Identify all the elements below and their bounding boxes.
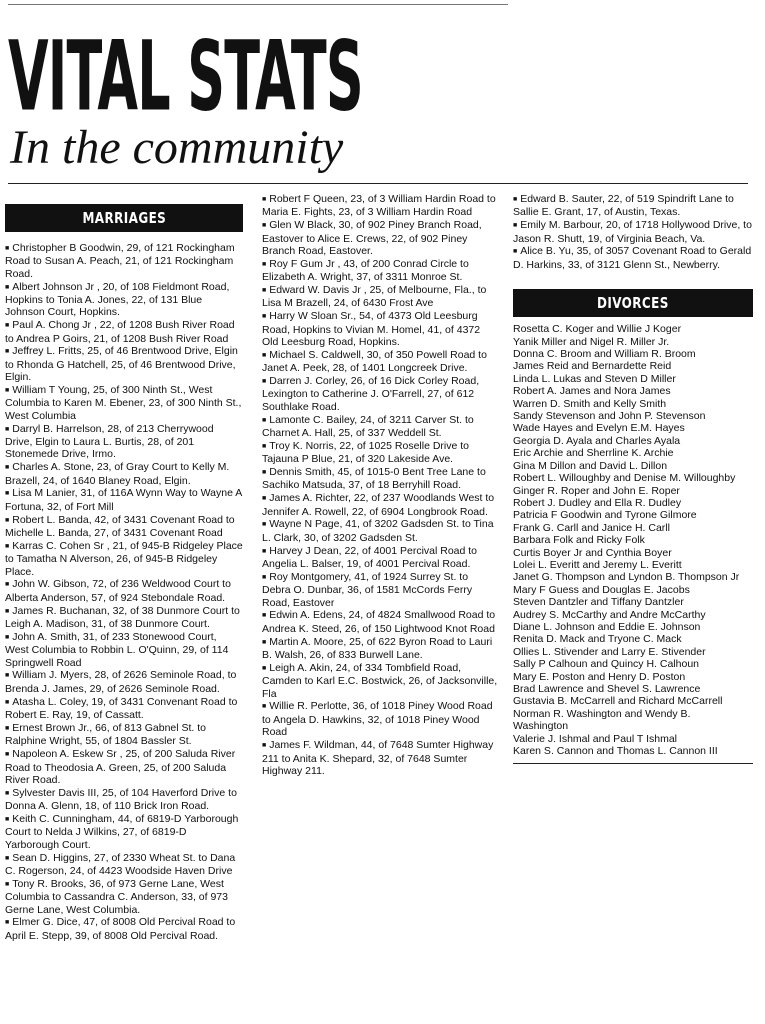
entry-text: Robert L. Willoughby and Denise M. Willoughby — [513, 472, 736, 485]
marriage-entry — [5, 319, 243, 345]
entry-text: Lolei L. Everitt and Jeremy L. Everitt — [513, 558, 682, 571]
divorce-entry — [513, 658, 753, 670]
entry-text: Ollies L. Stivender and Larry E. Stivender — [513, 645, 706, 658]
bullet-icon: ■ — [262, 638, 267, 646]
entry-text: Harvey J Dean, 22, of 4001 Percival Road to Angelia L. Balser, 19, of 4001 Percival Road. — [262, 544, 478, 571]
divorces-heading — [513, 289, 753, 317]
entry-text: Audrey S. McCarthy and Andre McCarthy — [513, 608, 706, 621]
marriages-heading — [5, 204, 243, 232]
bullet-icon: ■ — [5, 919, 10, 927]
entry-text: Harry W Sloan Sr., 54, of 4373 Old Leesburg Road, Hopkins to Vivian M. Homel, 41, of 4372 Old Leesburg Road, Hopkins. — [262, 310, 481, 349]
marriage-entry — [5, 242, 243, 280]
entry-text: John A. Smith, 31, of 233 Stonewood Court, West Columbia to Robbin L. O'Quinn, 29, of 114 Springwell Road — [5, 630, 229, 669]
marriage-entry — [262, 518, 498, 544]
entry-text: Frank G. Carll and Janice H. Carll — [513, 521, 670, 534]
entry-text: Wade Hayes and Evelyn E.M. Hayes — [513, 422, 685, 435]
entry-text: Robert F Queen, 23, of 3 William Hardin Road to Maria E. Fights, 23, of 3 William Hardin Road — [262, 193, 496, 219]
entry-text: Darren J. Corley, 26, of 16 Dick Corley Road, Lexington to Catherine J. O'Farrell, 27, of 612 Southlake Road. — [262, 375, 480, 413]
divorce-entry — [513, 720, 753, 732]
entry-text: James R. Buchanan, 32, of 38 Dunmore Court to Leigh A. Madison, 31, of 38 Dunmore Court. — [5, 604, 240, 631]
marriage-entry — [262, 219, 498, 257]
divorce-entry — [513, 323, 753, 335]
divorce-entry — [513, 534, 753, 546]
bullet-icon: ■ — [5, 854, 10, 862]
marriage-entry — [262, 375, 498, 413]
entry-text: Troy K. Norris, 22, of 1025 Roselle Drive to Tajauna P Blue, 21, of 320 Lakeside Ave. — [262, 439, 470, 466]
entry-text: Brad Lawrence and Shevel S. Lawrence — [513, 683, 701, 695]
entry-text: Renita D. Mack and Tryone C. Mack — [513, 633, 682, 646]
divorce-entry — [513, 633, 753, 645]
entry-text: Robert J. Dudley and Ella R. Dudley — [513, 496, 682, 509]
column-bottom-rule — [513, 763, 753, 764]
entry-text: Norman R. Washington and Wendy B. — [513, 707, 691, 720]
marriage-entry — [262, 466, 498, 492]
marriages-list-3 — [513, 193, 753, 271]
marriage-entry — [262, 193, 498, 219]
divorce-entry — [513, 621, 753, 633]
divorce-entry — [513, 522, 753, 534]
bullet-icon: ■ — [262, 260, 267, 268]
entry-text: Robert L. Banda, 42, of 3431 Covenant Road to Michelle L. Banda, 27, of 3431 Covenant Road — [5, 513, 235, 540]
entry-text: Jeffrey L. Fritts, 25, of 46 Brentwood Drive, Elgin to Rhonda G Hatchell, 25, of 46 Brentwood Drive, Elgin. — [5, 345, 238, 384]
bullet-icon: ■ — [262, 547, 267, 555]
marriage-entry — [262, 636, 498, 662]
bullet-icon: ■ — [5, 490, 10, 498]
header-rule — [8, 183, 748, 184]
entry-text: Willie R. Perlotte, 36, of 1018 Piney Wood Road to Angela D. Hawkins, 32, of 1018 Piney Wood Road — [262, 700, 493, 739]
section-title: VITAL STATS — [8, 22, 363, 134]
bullet-icon: ■ — [5, 425, 10, 433]
divorce-entry — [513, 485, 753, 497]
marriage-entry — [513, 219, 753, 245]
entry-text: Washington — [513, 720, 569, 733]
bullet-icon: ■ — [5, 516, 10, 524]
marriage-entry — [5, 722, 243, 748]
entry-text: Karras C. Cohen Sr , 21, of 945-B Ridgeley Place to Tamatha N Alverson, 26, of 945-B Ridgeley Place. — [5, 539, 243, 578]
marriage-entry — [5, 384, 243, 422]
bullet-icon: ■ — [5, 464, 10, 472]
marriage-entry — [513, 193, 753, 219]
bullet-icon: ■ — [262, 378, 267, 386]
divorce-entry — [513, 708, 753, 720]
bullet-icon: ■ — [5, 698, 10, 706]
entry-text: Michael S. Caldwell, 30, of 350 Powell Road to Janet A. Peek, 28, of 1401 Longcreek Drive. — [262, 348, 487, 375]
bullet-icon: ■ — [262, 742, 267, 750]
marriage-entry — [5, 423, 243, 461]
marriage-entry — [262, 440, 498, 466]
divorce-entry — [513, 609, 753, 621]
entry-text: Yanik Miller and Nigel R. Miller Jr. — [513, 335, 670, 348]
divorce-entry — [513, 571, 753, 583]
marriage-entry — [262, 739, 498, 777]
entry-text: Curtis Boyer Jr and Cynthia Boyer — [513, 546, 672, 559]
entry-text: Karen S. Cannon and Thomas L. Cannon III — [513, 745, 718, 758]
entry-text: Valerie J. Ishmal and Paul T Ishmal — [513, 732, 677, 745]
entry-text: Darryl B. Harrelson, 28, of 213 Cherrywood Drive, Elgin to Laura L. Burtis, 28, of 201 Stonemede Drive, Irmo. — [5, 422, 214, 461]
entry-text: Diane L. Johnson and Eddie E. Johnson — [513, 620, 701, 633]
divorces-heading-label: DIVORCES — [597, 294, 669, 313]
divorces-list — [513, 323, 753, 757]
entry-text: Linda L. Lukas and Steven D Miller — [513, 372, 676, 385]
divorce-entry — [513, 460, 753, 472]
entry-text: Glen W Black, 30, of 902 Piney Branch Road, Eastover to Alice E. Crews, 22, of 902 Piney Branch Road, Eastover. — [262, 219, 482, 258]
divorce-entry — [513, 360, 753, 372]
top-rule — [8, 4, 508, 5]
entry-text: Edward B. Sauter, 22, of 519 Spindrift Lane to Sallie E. Grant, 17, of Austin, Texas. — [513, 193, 734, 219]
divorce-entry — [513, 695, 753, 707]
divorce-entry — [513, 509, 753, 521]
entry-text: Edward W. Davis Jr , 25, of Melbourne, Fla., to Lisa M Brazell, 24, of 6430 Frost Ave — [262, 284, 487, 310]
entry-text: Donna C. Broom and William R. Broom — [513, 348, 696, 361]
entry-text: William J. Myers, 28, of 2626 Seminole Road, to Brenda J. James, 29, of 2626 Seminole Road. — [5, 669, 237, 695]
entry-text: Sean D. Higgins, 27, of 2330 Wheat St. to Dana C. Rogerson, 24, of 4423 Woodside Haven Drive — [5, 851, 236, 877]
bullet-icon: ■ — [5, 387, 10, 395]
bullet-icon: ■ — [5, 581, 10, 589]
bullet-icon: ■ — [5, 245, 10, 252]
bullet-icon: ■ — [5, 751, 10, 759]
bullet-icon: ■ — [5, 322, 10, 330]
entry-text: Keith C. Cunningham, 44, of 6819-D Yarborough Court to Nelda J Wilkins, 27, of 6819-D Yarborough Court. — [5, 812, 239, 851]
marriage-entry — [5, 540, 243, 578]
entry-text: Lamonte C. Bailey, 24, of 3211 Carver St. to Charnet A. Hall, 25, of 337 Weddell St. — [262, 413, 474, 440]
bullet-icon: ■ — [5, 789, 10, 797]
marriage-entry — [5, 461, 243, 487]
marriage-entry — [5, 281, 243, 319]
entry-text: Ginger R. Roper and John E. Roper — [513, 484, 680, 497]
entry-text: Albert Johnson Jr , 20, of 108 Fieldmont Road, Hopkins to Tonia A. Jones, 22, of 131 Blue Johnson Court, Hopkins. — [5, 280, 230, 319]
marriage-entry — [262, 609, 498, 635]
entry-text: Roy Montgomery, 41, of 1924 Surrey St. to Debra O. Dunbar, 36, of 1581 McCords Ferry Road, Eastover — [262, 570, 473, 609]
divorce-entry — [513, 373, 753, 385]
marriage-entry — [5, 487, 243, 513]
column-1 — [5, 204, 243, 943]
entry-text: Emily M. Barbour, 20, of 1718 Hollywood Drive, to Jason R. Shutt, 19, of Virginia Beach, Va. — [513, 219, 752, 245]
bullet-icon: ■ — [262, 469, 267, 477]
marriage-entry — [5, 345, 243, 383]
marriage-entry — [5, 852, 243, 878]
entry-text: Gina M Dillon and David L. Dillon — [513, 459, 668, 472]
masthead — [8, 22, 758, 174]
divorce-entry — [513, 559, 753, 571]
entry-text: James Reid and Bernardette Reid — [513, 360, 672, 373]
divorce-entry — [513, 472, 753, 484]
divorce-entry — [513, 398, 753, 410]
entry-text: Paul A. Chong Jr , 22, of 1208 Bush River Road to Andrea P Goirs, 21, of 1208 Bush River Road — [5, 319, 235, 345]
divorce-entry — [513, 683, 753, 695]
entry-text: Tony R. Brooks, 36, of 973 Gerne Lane, West Columbia to Cassandra C. Anderson, 33, of 973 Gerne Lane, West Columbia. — [5, 877, 228, 916]
entry-text: William T Young, 25, of 300 Ninth St., West Columbia to Karen M. Ebener, 23, of 300 Ninth St., West Columbia — [5, 384, 242, 422]
entry-text: Eric Archie and Sherrline K. Archie — [513, 447, 674, 460]
entry-text: Lisa M Lanier, 31, of 116A Wynn Way to Wayne A Fortuna, 32, of Fort Mill — [5, 487, 242, 513]
divorce-entry — [513, 596, 753, 608]
divorce-entry — [513, 745, 753, 757]
bullet-icon: ■ — [262, 664, 267, 672]
bullet-icon: ■ — [5, 283, 10, 291]
bullet-icon: ■ — [262, 521, 267, 529]
bullet-icon: ■ — [262, 495, 267, 503]
marriage-entry — [5, 669, 243, 695]
marriage-entry — [262, 414, 498, 440]
bullet-icon: ■ — [262, 222, 267, 230]
entry-text: Patricia F Goodwin and Tyrone Gilmore — [513, 509, 697, 522]
entry-text: Christopher B Goodwin, 29, of 121 Rockingham Road to Susan A. Peach, 21, of 121 Rockingham Road. — [5, 242, 235, 280]
entry-text: Sylvester Davis III, 25, of 104 Haverford Drive to Donna A. Glenn, 18, of 110 Brick Iron Road. — [5, 786, 237, 813]
section-subtitle: In the community — [10, 121, 344, 174]
entry-text: Elmer G. Dice, 47, of 8008 Old Percival Road to April E. Stepp, 39, of 8008 Old Percival Road. — [5, 916, 236, 942]
marriage-entry — [262, 571, 498, 609]
divorce-entry — [513, 410, 753, 422]
bullet-icon: ■ — [262, 416, 267, 424]
marriage-entry — [262, 258, 498, 284]
marriage-entry — [5, 787, 243, 813]
marriage-entry — [5, 631, 243, 669]
entry-text: Alice B. Yu, 35, of 3057 Covenant Road to Gerald D. Harkins, 33, of 3121 Glenn St., Newberry. — [513, 245, 752, 271]
marriages-list-2 — [262, 193, 498, 777]
marriage-entry — [5, 605, 243, 631]
entry-text: Mary E. Poston and Henry D. Poston — [513, 670, 686, 683]
marriage-entry — [262, 284, 498, 310]
bullet-icon: ■ — [5, 815, 10, 823]
divorce-entry — [513, 584, 753, 596]
marriage-entry — [5, 748, 243, 786]
entry-text: Robert A. James and Nora James — [513, 385, 671, 398]
bullet-icon: ■ — [262, 196, 267, 203]
marriage-entry — [5, 916, 243, 942]
entry-text: Leigh A. Akin, 24, of 334 Tombfield Road, Camden to Karl E.C. Bostwick, 26, of Jacksonville, Fla — [262, 661, 498, 700]
marriage-entry — [5, 813, 243, 851]
entry-text: Janet G. Thompson and Lyndon B. Thompson Jr — [513, 571, 740, 584]
bullet-icon: ■ — [262, 442, 267, 450]
divorce-entry — [513, 646, 753, 658]
bullet-icon: ■ — [5, 542, 10, 550]
bullet-icon: ■ — [262, 703, 267, 711]
bullet-icon: ■ — [262, 351, 267, 359]
entry-text: Georgia D. Ayala and Charles Ayala — [513, 434, 681, 447]
bullet-icon: ■ — [262, 573, 267, 581]
column-2 — [262, 193, 498, 778]
marriage-entry — [262, 545, 498, 571]
entry-text: Atasha L. Coley, 19, of 3431 Convenant Road to Robert E. Ray, 19, of Cassatt. — [5, 695, 238, 722]
marriage-entry — [262, 310, 498, 348]
divorce-entry — [513, 497, 753, 509]
marriage-entry — [5, 696, 243, 722]
entry-text: James F. Wildman, 44, of 7648 Sumter Highway 211 to Anita K. Shepard, 32, of 7648 Sumter Highway 211. — [262, 739, 494, 777]
divorce-entry — [513, 435, 753, 447]
marriage-entry — [262, 700, 498, 738]
divorce-entry — [513, 348, 753, 360]
entry-text: Barbara Folk and Ricky Folk — [513, 534, 645, 547]
marriage-entry — [5, 578, 243, 604]
bullet-icon: ■ — [262, 313, 267, 321]
marriage-entry — [262, 349, 498, 375]
entry-text: Napoleon A. Eskew Sr , 25, of 200 Saluda River Road to Theodosia A. Green, 25, of 200 Saluda River Road. — [5, 748, 236, 786]
divorce-entry — [513, 385, 753, 397]
bullet-icon: ■ — [262, 287, 267, 295]
bullet-icon: ■ — [513, 248, 518, 256]
entry-text: Charles A. Stone, 23, of Gray Court to Kelly M. Brazell, 24, of 1640 Blaney Road, Elgin. — [5, 461, 230, 487]
entry-text: Ernest Brown Jr., 66, of 813 Gabnel St. to Ralphine Wright, 55, of 1804 Bassler St. — [5, 721, 207, 748]
bullet-icon: ■ — [513, 222, 518, 230]
bullet-icon: ■ — [5, 880, 10, 888]
entry-text: Mary F Guess and Douglas E. Jacobs — [513, 583, 690, 596]
entry-text: John W. Gibson, 72, of 236 Weldwood Court to Alberta Anderson, 57, of 924 Stebondale Road. — [5, 578, 231, 604]
divorce-entry — [513, 547, 753, 559]
marriage-entry — [5, 878, 243, 916]
bullet-icon: ■ — [262, 612, 267, 620]
divorce-entry — [513, 447, 753, 459]
bullet-icon: ■ — [513, 196, 518, 203]
divorce-entry — [513, 671, 753, 683]
entry-text: Sally P Calhoun and Quincy H. Calhoun — [513, 658, 700, 671]
marriage-entry — [262, 662, 498, 700]
entry-text: Rosetta C. Koger and Willie J Koger — [513, 323, 682, 336]
column-3 — [513, 193, 753, 764]
entry-text: Wayne N Page, 41, of 3202 Gadsden St. to Tina L. Clark, 30, of 3202 Gadsden St. — [262, 518, 494, 544]
bullet-icon: ■ — [5, 724, 10, 732]
divorce-entry — [513, 422, 753, 434]
marriage-entry — [513, 245, 753, 271]
entry-text: Gustavia B. McCarrell and Richard McCarrell — [513, 695, 723, 708]
marriages-list-1 — [5, 242, 243, 942]
entry-text: James A. Richter, 22, of 237 Woodlands West to Jennifer A. Rowell, 22, of 6904 Longbrook Road. — [262, 492, 495, 518]
entry-text: Sandy Stevenson and John P. Stevenson — [513, 410, 706, 423]
entry-text: Warren D. Smith and Kelly Smith — [513, 397, 667, 410]
bullet-icon: ■ — [5, 672, 10, 680]
bullet-icon: ■ — [5, 607, 10, 615]
entry-text: Martin A. Moore, 25, of 622 Byron Road to Lauri B. Walsh, 26, of 833 Burwell Lane. — [262, 635, 493, 662]
entry-text: Edwin A. Edens, 24, of 4824 Smallwood Road to Andrea K. Steed, 26, of 150 Lightwood Knot Road — [262, 609, 496, 635]
entry-text: Steven Dantzler and Tiffany Dantzler — [513, 596, 684, 609]
marriage-entry — [5, 514, 243, 540]
entry-text: Dennis Smith, 45, of 1015-0 Bent Tree Lane to Sachiko Matsuda, 37, of 18 Berryhill Road. — [262, 466, 486, 492]
entry-text: Roy F Gum Jr , 43, of 200 Conrad Circle to Elizabeth A. Wright, 37, of 3311 Monroe St. — [262, 257, 469, 284]
divorce-entry — [513, 336, 753, 348]
marriage-entry — [262, 492, 498, 518]
bullet-icon: ■ — [5, 633, 10, 641]
divorce-entry — [513, 733, 753, 745]
bullet-icon: ■ — [5, 348, 10, 356]
marriages-heading-label: MARRIAGES — [82, 209, 166, 227]
